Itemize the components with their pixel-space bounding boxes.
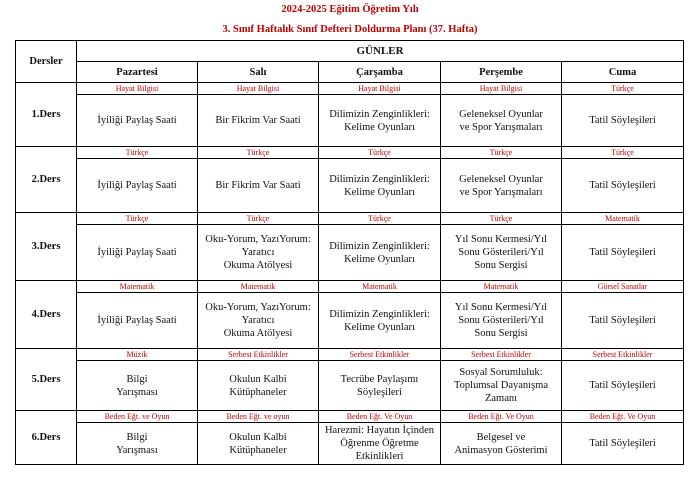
activity-line: Bir Fikrim Var Saati bbox=[215, 180, 301, 191]
subject-cell-tuesday: Hayat Bilgisi bbox=[198, 83, 319, 95]
activity-line: Kütüphaneler bbox=[229, 386, 287, 398]
subject-row bbox=[16, 83, 684, 95]
activity-line: Yıl Sonu Kermesi/Yıl bbox=[454, 302, 548, 313]
day-header-thursday: Perşembe bbox=[441, 62, 562, 83]
day-header-friday: Cuma bbox=[562, 62, 684, 83]
day-header-wednesday: Çarşamba bbox=[319, 62, 441, 83]
day-header-tuesday: Salı bbox=[198, 62, 319, 83]
subject-cell-thursday: Hayat Bilgisi bbox=[441, 83, 562, 95]
subject-cell-friday: Türkçe bbox=[562, 147, 684, 159]
subject-cell-friday: Serbest Etkinlikler bbox=[562, 349, 684, 361]
document-title: 2024-2025 Eğitim Öğretim Yılı bbox=[281, 4, 419, 15]
activity-cell-wednesday bbox=[319, 293, 441, 349]
activity-line: Kütüphaneler bbox=[229, 444, 287, 456]
activity-cell-thursday bbox=[441, 423, 562, 465]
activity-cell-monday bbox=[77, 95, 198, 147]
subject-cell-monday: Müzik bbox=[77, 349, 198, 361]
days-header: GÜNLER bbox=[77, 41, 684, 62]
activity-cell-tuesday bbox=[198, 361, 319, 411]
activity-line: Zamanı bbox=[484, 393, 518, 404]
activity-line: Dilimizin Zenginlikleri: bbox=[329, 308, 430, 320]
subject-cell-friday: Beden Eğt. Ve Oyun bbox=[562, 411, 684, 423]
activity-line: Okulun Kalbi bbox=[229, 431, 287, 443]
activity-line: ve Spor Yarışmaları bbox=[459, 121, 543, 133]
activity-cell-tuesday bbox=[198, 225, 319, 281]
activity-cell-friday bbox=[562, 159, 684, 213]
lessons-header: Dersler bbox=[16, 41, 77, 83]
activity-line: Bilgi bbox=[126, 431, 148, 443]
subject-cell-monday: Hayat Bilgisi bbox=[77, 83, 198, 95]
activity-line: İyiliği Paylaş Saati bbox=[97, 180, 177, 191]
activity-cell-friday bbox=[562, 361, 684, 411]
plan-body bbox=[16, 83, 684, 465]
activity-cell-tuesday bbox=[198, 423, 319, 465]
activity-line: İyiliği Paylaş Saati bbox=[97, 315, 177, 326]
subject-cell-wednesday: Beden Eğt. Ve Oyun bbox=[319, 411, 441, 423]
activity-line: Öğrenme Öğretme bbox=[340, 438, 419, 449]
activity-cell-tuesday bbox=[198, 293, 319, 349]
subject-cell-friday: Görsel Sanatlar bbox=[562, 281, 684, 293]
subject-row bbox=[16, 281, 684, 293]
subject-cell-wednesday: Türkçe bbox=[319, 147, 441, 159]
activity-line: Okuma Atölyesi bbox=[223, 260, 293, 271]
activity-cell-tuesday bbox=[198, 95, 319, 147]
activity-line: Tatil Söyleşileri bbox=[589, 438, 656, 449]
lesson-label: 1.Ders bbox=[16, 83, 77, 147]
activity-line: Geleneksel Oyunlar bbox=[459, 173, 543, 185]
subject-cell-wednesday: Matematik bbox=[319, 281, 441, 293]
activity-line: Dilimizin Zenginlikleri: bbox=[329, 108, 430, 120]
subject-cell-wednesday: Serbest Etkinlikler bbox=[319, 349, 441, 361]
activity-line: Bir Fikrim Var Saati bbox=[215, 115, 301, 126]
subject-row bbox=[16, 213, 684, 225]
activity-line: Söyleşileri bbox=[357, 386, 402, 398]
subject-row bbox=[16, 411, 684, 423]
activity-line: Okulun Kalbi bbox=[229, 373, 287, 385]
subject-cell-tuesday: Matematik bbox=[198, 281, 319, 293]
subject-cell-wednesday: Türkçe bbox=[319, 213, 441, 225]
activity-line: Tatil Söyleşileri bbox=[589, 180, 656, 191]
subject-cell-thursday: Türkçe bbox=[441, 147, 562, 159]
activity-cell-thursday bbox=[441, 225, 562, 281]
activity-cell-monday bbox=[77, 159, 198, 213]
lesson-label: 4.Ders bbox=[16, 281, 77, 349]
activity-line: Yarışması bbox=[116, 444, 158, 456]
activity-cell-thursday bbox=[441, 95, 562, 147]
activity-line: Oku-Yorum, YazıYorum: bbox=[205, 302, 311, 313]
subject-cell-tuesday: Serbest Etkinlikler bbox=[198, 349, 319, 361]
activity-line: ve Spor Yarışmaları bbox=[459, 186, 543, 198]
activity-line: Tatil Söyleşileri bbox=[589, 247, 656, 258]
activity-line: Kelime Oyunları bbox=[344, 186, 415, 198]
activity-line: Tecrübe Paylaşımı bbox=[340, 373, 419, 385]
activity-row bbox=[16, 159, 684, 213]
activity-line: Okuma Atölyesi bbox=[223, 328, 293, 339]
subject-cell-monday: Türkçe bbox=[77, 147, 198, 159]
activity-line: Etkinlikleri bbox=[355, 451, 404, 462]
activity-line: Sonu Gösterileri/Yıl bbox=[458, 247, 544, 258]
activity-line: Tatil Söyleşileri bbox=[589, 380, 656, 391]
subject-cell-monday: Matematik bbox=[77, 281, 198, 293]
activity-line: Bilgi bbox=[126, 373, 148, 385]
activity-row bbox=[16, 423, 684, 465]
activity-line: Kelime Oyunları bbox=[344, 121, 415, 133]
subject-cell-monday: Beden Eğt. ve Oyun bbox=[77, 411, 198, 423]
activity-row bbox=[16, 95, 684, 147]
activity-line: Belgesel ve bbox=[476, 431, 526, 443]
lesson-label: 6.Ders bbox=[16, 411, 77, 465]
activity-line: Sonu Gösterileri/Yıl bbox=[458, 315, 544, 326]
activity-line: Tatil Söyleşileri bbox=[589, 315, 656, 326]
activity-row bbox=[16, 293, 684, 349]
subject-cell-wednesday: Hayat Bilgisi bbox=[319, 83, 441, 95]
activity-line: Dilimizin Zenginlikleri: bbox=[329, 240, 430, 252]
activity-line: Sosyal Sorumluluk: bbox=[459, 367, 543, 378]
activity-cell-wednesday bbox=[319, 159, 441, 213]
document-subtitle: 3. Sınıf Haftalık Sınıf Defteri Doldurma Planı (37. Hafta) bbox=[222, 24, 478, 35]
activity-line: Yaratıcı bbox=[241, 247, 275, 258]
activity-line: Sonu Sergisi bbox=[474, 260, 528, 271]
subject-cell-thursday: Matematik bbox=[441, 281, 562, 293]
activity-line: Yıl Sonu Kermesi/Yıl bbox=[454, 234, 548, 245]
subject-row bbox=[16, 349, 684, 361]
activity-cell-monday bbox=[77, 225, 198, 281]
activity-cell-wednesday bbox=[319, 95, 441, 147]
activity-line: Sonu Sergisi bbox=[474, 328, 528, 339]
weekly-plan-table bbox=[15, 40, 684, 465]
subject-row bbox=[16, 147, 684, 159]
activity-row bbox=[16, 225, 684, 281]
activity-line: Yarışması bbox=[116, 386, 158, 398]
activity-line: Animasyon Gösterimi bbox=[454, 444, 548, 456]
subject-cell-friday: Türkçe bbox=[562, 83, 684, 95]
activity-line: Geleneksel Oyunlar bbox=[459, 108, 543, 120]
activity-line: Harezmi: Hayatın İçinden bbox=[324, 425, 435, 436]
subject-cell-thursday: Türkçe bbox=[441, 213, 562, 225]
activity-cell-wednesday bbox=[319, 225, 441, 281]
activity-row bbox=[16, 361, 684, 411]
activity-line: Kelime Oyunları bbox=[344, 321, 415, 333]
activity-line: Dilimizin Zenginlikleri: bbox=[329, 173, 430, 185]
activity-cell-wednesday bbox=[319, 423, 441, 465]
activity-cell-friday bbox=[562, 225, 684, 281]
activity-cell-thursday bbox=[441, 159, 562, 213]
subject-cell-friday: Matematik bbox=[562, 213, 684, 225]
subject-cell-thursday: Serbest Etkinlikler bbox=[441, 349, 562, 361]
activity-cell-monday bbox=[77, 293, 198, 349]
activity-cell-wednesday bbox=[319, 361, 441, 411]
day-header-monday: Pazartesi bbox=[77, 62, 198, 83]
activity-cell-thursday bbox=[441, 293, 562, 349]
activity-cell-thursday bbox=[441, 361, 562, 411]
lesson-label: 3.Ders bbox=[16, 213, 77, 281]
activity-cell-tuesday bbox=[198, 159, 319, 213]
activity-line: İyiliği Paylaş Saati bbox=[97, 247, 177, 258]
subject-cell-tuesday: Türkçe bbox=[198, 213, 319, 225]
activity-cell-monday bbox=[77, 423, 198, 465]
activity-line: İyiliği Paylaş Saati bbox=[97, 115, 177, 126]
activity-line: Oku-Yorum, YazıYorum: bbox=[205, 234, 311, 245]
subject-cell-tuesday: Beden Eğt. ve oyun bbox=[198, 411, 319, 423]
lesson-label: 2.Ders bbox=[16, 147, 77, 213]
activity-line: Yaratıcı bbox=[241, 315, 275, 326]
lesson-label: 5.Ders bbox=[16, 349, 77, 411]
activity-cell-friday bbox=[562, 423, 684, 465]
subject-cell-tuesday: Türkçe bbox=[198, 147, 319, 159]
subject-cell-thursday: Beden Eğt. Ve Oyun bbox=[441, 411, 562, 423]
activity-cell-friday bbox=[562, 95, 684, 147]
activity-line: Toplumsal Dayanışma bbox=[453, 380, 549, 391]
activity-cell-monday bbox=[77, 361, 198, 411]
activity-line: Kelime Oyunları bbox=[344, 253, 415, 265]
subject-cell-monday: Türkçe bbox=[77, 213, 198, 225]
activity-cell-friday bbox=[562, 293, 684, 349]
activity-line: Tatil Söyleşileri bbox=[589, 115, 656, 126]
